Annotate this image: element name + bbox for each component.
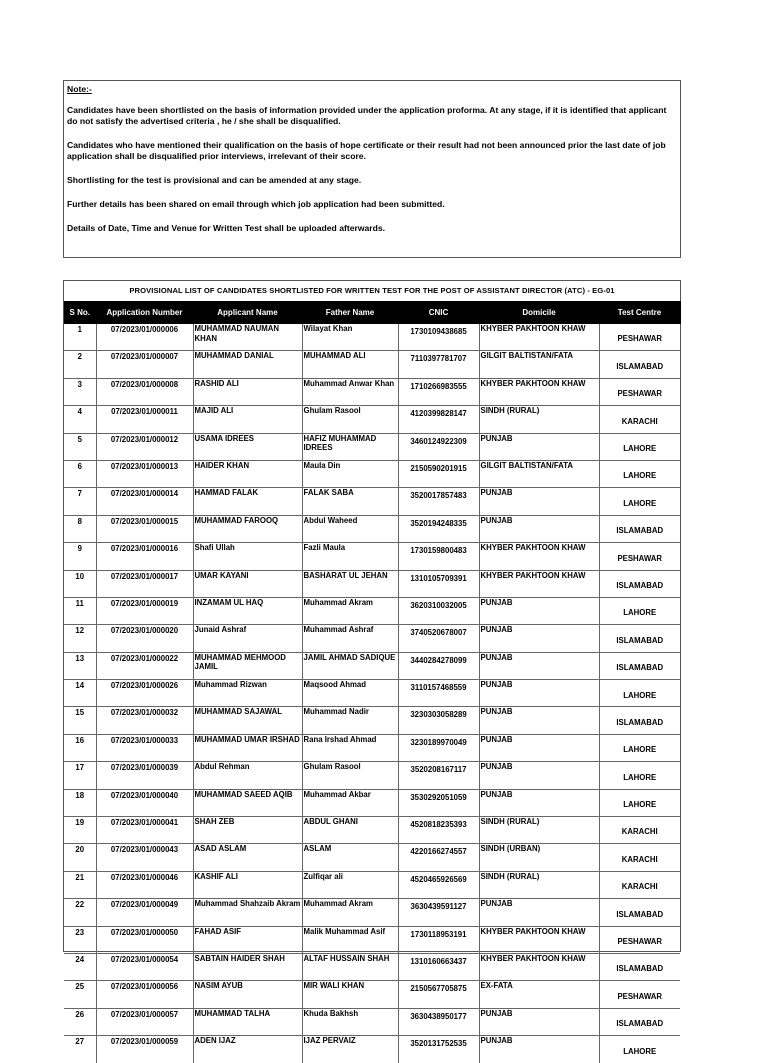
cell-sno: 4	[64, 406, 96, 433]
cell-cnic: 4520465926569	[398, 871, 479, 898]
cell-domicile: PUNJAB	[479, 652, 599, 679]
cell-father-name: Maula Din	[302, 460, 398, 487]
cell-applicant-name: ADEN IJAZ	[193, 1036, 302, 1063]
cell-domicile: PUNJAB	[479, 707, 599, 734]
cell-sno: 6	[64, 460, 96, 487]
cell-cnic: 1710266983555	[398, 378, 479, 405]
cell-cnic: 1310160663437	[398, 953, 479, 980]
cell-test-centre: PESHAWAR	[599, 543, 680, 570]
cell-applicant-name: NASIM AYUB	[193, 981, 302, 1008]
cell-cnic: 7110397781707	[398, 351, 479, 378]
cell-domicile: KHYBER PAKHTOON KHAW	[479, 926, 599, 953]
cell-application-number: 07/2023/01/000050	[96, 926, 193, 953]
table-row	[64, 406, 680, 433]
cell-sno: 13	[64, 652, 96, 679]
table-row	[64, 324, 680, 351]
cell-application-number: 07/2023/01/000049	[96, 899, 193, 926]
cell-applicant-name: Muhammad Rizwan	[193, 680, 302, 707]
cell-domicile: KHYBER PAKHTOON KHAW	[479, 570, 599, 597]
cell-test-centre: ISLAMABAD	[599, 1008, 680, 1035]
cell-father-name: ABDUL GHANI	[302, 817, 398, 844]
cell-sno: 21	[64, 871, 96, 898]
cell-sno: 11	[64, 597, 96, 624]
cell-father-name: Zulfiqar ali	[302, 871, 398, 898]
cell-domicile: PUNJAB	[479, 625, 599, 652]
cell-applicant-name: MUHAMMAD UMAR IRSHAD	[193, 734, 302, 761]
cell-application-number: 07/2023/01/000043	[96, 844, 193, 871]
cell-applicant-name: MUHAMMAD FAROOQ	[193, 515, 302, 542]
cell-cnic: 3520017857483	[398, 488, 479, 515]
cell-cnic: 3530292051059	[398, 789, 479, 816]
cell-cnic: 4220166274557	[398, 844, 479, 871]
column-header-applicant-name: Applicant Name	[193, 301, 302, 324]
cell-sno: 8	[64, 515, 96, 542]
cell-father-name: Muhammad Nadir	[302, 707, 398, 734]
cell-test-centre: PESHAWAR	[599, 378, 680, 405]
cell-domicile: PUNJAB	[479, 488, 599, 515]
cell-application-number: 07/2023/01/000020	[96, 625, 193, 652]
cell-test-centre: ISLAMABAD	[599, 953, 680, 980]
table-row	[64, 871, 680, 898]
cell-application-number: 07/2023/01/000019	[96, 597, 193, 624]
cell-sno: 3	[64, 378, 96, 405]
cell-applicant-name: MUHAMMAD DANIAL	[193, 351, 302, 378]
cell-application-number: 07/2023/01/000007	[96, 351, 193, 378]
candidate-list	[63, 280, 681, 1056]
cell-cnic: 3630438950177	[398, 1008, 479, 1035]
cell-father-name: Rana Irshad Ahmad	[302, 734, 398, 761]
cell-application-number: 07/2023/01/000040	[96, 789, 193, 816]
list-title: PROVISIONAL LIST OF CANDIDATES SHORTLISTED FOR WRITTEN TEST FOR THE POST OF ASSISTANT DIRECTOR (ATC) - EG-01	[129, 286, 615, 295]
cell-cnic: 3630439591127	[398, 899, 479, 926]
cell-cnic: 3520208167117	[398, 762, 479, 789]
note-title: Note:-	[67, 84, 92, 94]
cell-sno: 22	[64, 899, 96, 926]
table-row	[64, 378, 680, 405]
cell-cnic: 2150567705875	[398, 981, 479, 1008]
table-row	[64, 953, 680, 980]
column-header-sno: S No.	[64, 301, 96, 324]
cell-applicant-name: USAMA IDREES	[193, 433, 302, 460]
table-row	[64, 789, 680, 816]
cell-sno: 20	[64, 844, 96, 871]
cell-applicant-name: Junaid Ashraf	[193, 625, 302, 652]
cell-father-name: MIR WALI KHAN	[302, 981, 398, 1008]
cell-applicant-name: MUHAMMAD SAEED AQIB	[193, 789, 302, 816]
cell-domicile: PUNJAB	[479, 597, 599, 624]
cell-father-name: BASHARAT UL JEHAN	[302, 570, 398, 597]
cell-sno: 15	[64, 707, 96, 734]
cell-applicant-name: ASAD ASLAM	[193, 844, 302, 871]
table-row	[64, 817, 680, 844]
cell-domicile: SINDH (RURAL)	[479, 406, 599, 433]
cell-father-name: Malik Muhammad Asif	[302, 926, 398, 953]
cell-test-centre: ISLAMABAD	[599, 707, 680, 734]
cell-test-centre: ISLAMABAD	[599, 625, 680, 652]
candidate-table	[64, 301, 681, 1063]
cell-test-centre: LAHORE	[599, 762, 680, 789]
cell-father-name: ALTAF HUSSAIN SHAH	[302, 953, 398, 980]
cell-domicile: SINDH (URBAN)	[479, 844, 599, 871]
cell-cnic: 1730109438685	[398, 324, 479, 351]
column-header-application-number: Application Number	[96, 301, 193, 324]
cell-applicant-name: MUHAMMAD MEHMOOD JAMIL	[193, 652, 302, 679]
cell-applicant-name: HAMMAD FALAK	[193, 488, 302, 515]
cell-application-number: 07/2023/01/000026	[96, 680, 193, 707]
table-row	[64, 652, 680, 679]
cell-test-centre: KARACHI	[599, 871, 680, 898]
cell-father-name: JAMIL AHMAD SADIQUE	[302, 652, 398, 679]
cell-cnic: 3520194248335	[398, 515, 479, 542]
cell-sno: 1	[64, 324, 96, 351]
cell-father-name: MUHAMMAD ALI	[302, 351, 398, 378]
cell-applicant-name: MUHAMMAD SAJAWAL	[193, 707, 302, 734]
cell-father-name: Fazli Maula	[302, 543, 398, 570]
cell-cnic: 3230303058289	[398, 707, 479, 734]
cell-application-number: 07/2023/01/000016	[96, 543, 193, 570]
cell-father-name: Abdul Waheed	[302, 515, 398, 542]
cell-father-name: ASLAM	[302, 844, 398, 871]
cell-domicile: PUNJAB	[479, 899, 599, 926]
cell-father-name: IJAZ PERVAIZ	[302, 1036, 398, 1063]
cell-test-centre: KARACHI	[599, 817, 680, 844]
cell-cnic: 4120399828147	[398, 406, 479, 433]
note-paragraph: Shortlisting for the test is provisional and can be amended at any stage.	[67, 175, 362, 185]
cell-sno: 27	[64, 1036, 96, 1063]
cell-applicant-name: HAIDER KHAN	[193, 460, 302, 487]
cell-sno: 26	[64, 1008, 96, 1035]
cell-test-centre: ISLAMABAD	[599, 351, 680, 378]
cell-application-number: 07/2023/01/000017	[96, 570, 193, 597]
cell-domicile: KHYBER PAKHTOON KHAW	[479, 324, 599, 351]
cell-domicile: PUNJAB	[479, 1008, 599, 1035]
cell-applicant-name: INZAMAM UL HAQ	[193, 597, 302, 624]
cell-application-number: 07/2023/01/000033	[96, 734, 193, 761]
cell-sno: 18	[64, 789, 96, 816]
cell-application-number: 07/2023/01/000012	[96, 433, 193, 460]
cell-applicant-name: SABTAIN HAIDER SHAH	[193, 953, 302, 980]
cell-sno: 24	[64, 953, 96, 980]
table-row	[64, 570, 680, 597]
table-row	[64, 680, 680, 707]
cell-cnic: 3460124922309	[398, 433, 479, 460]
cell-domicile: PUNJAB	[479, 734, 599, 761]
cell-application-number: 07/2023/01/000046	[96, 871, 193, 898]
cell-test-centre: LAHORE	[599, 488, 680, 515]
cell-domicile: PUNJAB	[479, 680, 599, 707]
cell-applicant-name: MAJID ALI	[193, 406, 302, 433]
cell-father-name: Maqsood Ahmad	[302, 680, 398, 707]
cell-application-number: 07/2023/01/000054	[96, 953, 193, 980]
note-box	[63, 80, 681, 258]
cell-application-number: 07/2023/01/000056	[96, 981, 193, 1008]
cell-domicile: GILGIT BALTISTAN/FATA	[479, 460, 599, 487]
cell-father-name: Khuda Bakhsh	[302, 1008, 398, 1035]
cell-domicile: KHYBER PAKHTOON KHAW	[479, 378, 599, 405]
column-header-cnic: CNIC	[398, 301, 479, 324]
cell-application-number: 07/2023/01/000057	[96, 1008, 193, 1035]
cell-applicant-name: FAHAD ASIF	[193, 926, 302, 953]
table-row	[64, 707, 680, 734]
table-row	[64, 351, 680, 378]
cell-sno: 7	[64, 488, 96, 515]
cell-father-name: FALAK SABA	[302, 488, 398, 515]
cell-test-centre: LAHORE	[599, 734, 680, 761]
note-paragraph: Further details has been shared on email through which job application had been submitted.	[67, 199, 445, 209]
cell-test-centre: ISLAMABAD	[599, 570, 680, 597]
cell-domicile: PUNJAB	[479, 762, 599, 789]
cell-test-centre: ISLAMABAD	[599, 899, 680, 926]
cell-sno: 12	[64, 625, 96, 652]
column-header-test-centre: Test Centre	[599, 301, 680, 324]
cell-applicant-name: Muhammad Shahzaib Akram	[193, 899, 302, 926]
cell-test-centre: PESHAWAR	[599, 324, 680, 351]
table-row	[64, 1008, 680, 1035]
cell-applicant-name: MUHAMMAD NAUMAN KHAN	[193, 324, 302, 351]
cell-cnic: 1310105709391	[398, 570, 479, 597]
cell-test-centre: LAHORE	[599, 789, 680, 816]
table-row	[64, 597, 680, 624]
cell-applicant-name: MUHAMMAD TALHA	[193, 1008, 302, 1035]
table-row	[64, 460, 680, 487]
table-header-row	[64, 301, 680, 324]
cell-father-name: Ghulam Rasool	[302, 406, 398, 433]
cell-application-number: 07/2023/01/000011	[96, 406, 193, 433]
table-row	[64, 1036, 680, 1063]
table-row	[64, 899, 680, 926]
column-header-father-name: Father Name	[302, 301, 398, 324]
cell-cnic: 4520818235393	[398, 817, 479, 844]
cell-domicile: KHYBER PAKHTOON KHAW	[479, 543, 599, 570]
cell-domicile: PUNJAB	[479, 515, 599, 542]
cell-application-number: 07/2023/01/000015	[96, 515, 193, 542]
table-row	[64, 926, 680, 953]
cell-test-centre: LAHORE	[599, 460, 680, 487]
column-header-domicile: Domicile	[479, 301, 599, 324]
cell-applicant-name: Abdul Rehman	[193, 762, 302, 789]
cell-domicile: PUNJAB	[479, 1036, 599, 1063]
cell-application-number: 07/2023/01/000041	[96, 817, 193, 844]
cell-sno: 5	[64, 433, 96, 460]
cell-cnic: 3230189970049	[398, 734, 479, 761]
cell-father-name: Muhammad Anwar Khan	[302, 378, 398, 405]
cell-application-number: 07/2023/01/000013	[96, 460, 193, 487]
cell-father-name: Muhammad Ashraf	[302, 625, 398, 652]
cell-applicant-name: SHAH ZEB	[193, 817, 302, 844]
cell-sno: 16	[64, 734, 96, 761]
cell-domicile: GILGIT BALTISTAN/FATA	[479, 351, 599, 378]
note-paragraph: Details of Date, Time and Venue for Written Test shall be uploaded afterwards.	[67, 223, 386, 233]
cell-application-number: 07/2023/01/000059	[96, 1036, 193, 1063]
cell-test-centre: LAHORE	[599, 1036, 680, 1063]
cell-domicile: SINDH (RURAL)	[479, 817, 599, 844]
cell-sno: 25	[64, 981, 96, 1008]
table-row	[64, 762, 680, 789]
table-row	[64, 844, 680, 871]
cell-applicant-name: RASHID ALI	[193, 378, 302, 405]
cell-father-name: Ghulam Rasool	[302, 762, 398, 789]
cell-cnic: 1730118953191	[398, 926, 479, 953]
cell-applicant-name: Shafi Ullah	[193, 543, 302, 570]
cell-test-centre: ISLAMABAD	[599, 652, 680, 679]
cell-father-name: Muhammad Akbar	[302, 789, 398, 816]
table-row	[64, 543, 680, 570]
cell-sno: 9	[64, 543, 96, 570]
cell-application-number: 07/2023/01/000006	[96, 324, 193, 351]
cell-domicile: EX-FATA	[479, 981, 599, 1008]
cell-sno: 23	[64, 926, 96, 953]
cell-test-centre: LAHORE	[599, 597, 680, 624]
cell-application-number: 07/2023/01/000022	[96, 652, 193, 679]
cell-cnic: 3740520678007	[398, 625, 479, 652]
cell-domicile: PUNJAB	[479, 789, 599, 816]
cell-cnic: 2150590201915	[398, 460, 479, 487]
cell-applicant-name: UMAR KAYANI	[193, 570, 302, 597]
cell-application-number: 07/2023/01/000008	[96, 378, 193, 405]
cell-father-name: Wilayat Khan	[302, 324, 398, 351]
cell-sno: 19	[64, 817, 96, 844]
cell-test-centre: LAHORE	[599, 680, 680, 707]
cell-cnic: 3620310032005	[398, 597, 479, 624]
cell-sno: 14	[64, 680, 96, 707]
cell-test-centre: KARACHI	[599, 406, 680, 433]
cell-test-centre: LAHORE	[599, 433, 680, 460]
cell-father-name: Muhammad Akram	[302, 597, 398, 624]
table-row	[64, 981, 680, 1008]
table-body	[64, 324, 680, 1063]
table-row	[64, 625, 680, 652]
note-paragraph: Candidates who have mentioned their qualification on the basis of hope certificate or their result had not been announced prior the last date of job application shall be disqualified prior interviews, irrelevant of their score.	[67, 140, 666, 161]
cell-cnic: 3440284278099	[398, 652, 479, 679]
cell-application-number: 07/2023/01/000032	[96, 707, 193, 734]
cell-test-centre: PESHAWAR	[599, 981, 680, 1008]
cell-applicant-name: KASHIF ALI	[193, 871, 302, 898]
table-row	[64, 488, 680, 515]
cell-cnic: 3520131752535	[398, 1036, 479, 1063]
cell-father-name: HAFIZ MUHAMMAD IDREES	[302, 433, 398, 460]
cell-cnic: 3110157468559	[398, 680, 479, 707]
cell-test-centre: PESHAWAR	[599, 926, 680, 953]
cell-sno: 2	[64, 351, 96, 378]
cell-test-centre: ISLAMABAD	[599, 515, 680, 542]
cell-application-number: 07/2023/01/000039	[96, 762, 193, 789]
cell-domicile: KHYBER PAKHTOON KHAW	[479, 953, 599, 980]
cell-sno: 10	[64, 570, 96, 597]
cell-application-number: 07/2023/01/000014	[96, 488, 193, 515]
table-row	[64, 515, 680, 542]
note-paragraph: Candidates have been shortlisted on the basis of information provided under the application proforma. At any stage, if it is identified that applicant do not satisfy the advertised criteria , he / she shall be disqualified.	[67, 105, 667, 126]
cell-cnic: 1730159800483	[398, 543, 479, 570]
cell-father-name: Muhammad Akram	[302, 899, 398, 926]
cell-sno: 17	[64, 762, 96, 789]
table-row	[64, 734, 680, 761]
table-row	[64, 433, 680, 460]
cell-test-centre: KARACHI	[599, 844, 680, 871]
cell-domicile: SINDH (RURAL)	[479, 871, 599, 898]
cell-domicile: PUNJAB	[479, 433, 599, 460]
